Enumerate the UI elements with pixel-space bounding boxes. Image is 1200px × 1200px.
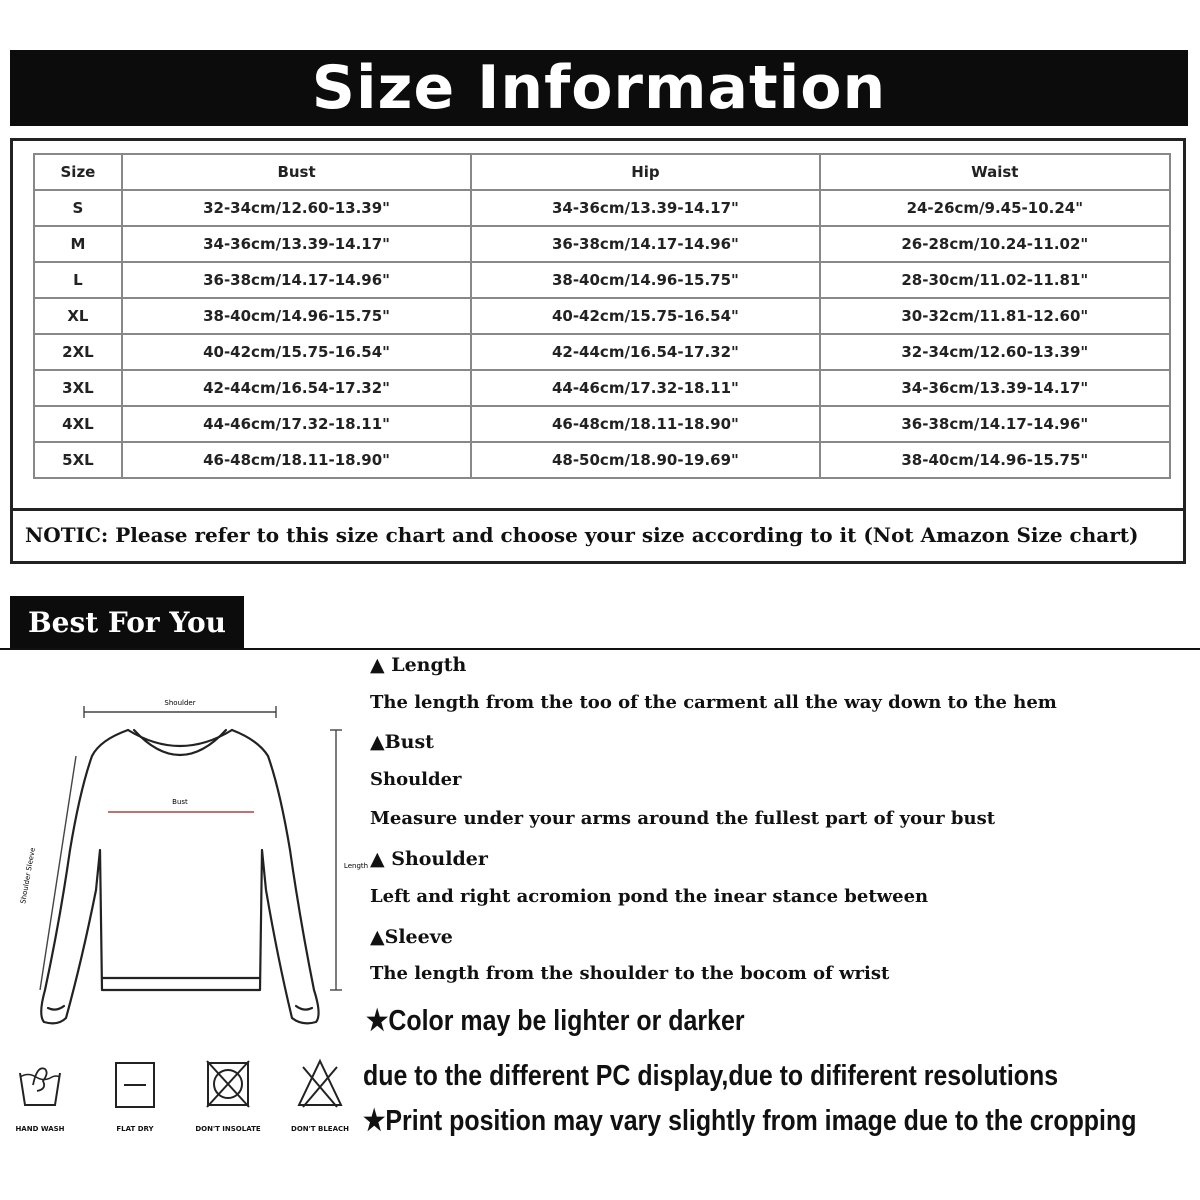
- size-cell: 4XL: [34, 406, 122, 442]
- length-heading: ▲ Length: [370, 654, 467, 676]
- hip-cell: 42-44cm/16.54-17.32": [471, 334, 819, 370]
- waist-cell: 36-38cm/14.17-14.96": [820, 406, 1170, 442]
- bust-cell: 38-40cm/14.96-15.75": [122, 298, 471, 334]
- shoulder-heading: ▲ Shoulder: [370, 848, 488, 870]
- print-position-note: ★Print position may vary slightly from image due to the cropping: [363, 1105, 1137, 1137]
- bust-cell: 34-36cm/13.39-14.17": [122, 226, 471, 262]
- size-information-header: [10, 50, 1188, 126]
- flat-dry-label: FLAT DRY: [116, 1125, 154, 1133]
- column-header-hip: Hip: [471, 154, 819, 190]
- hand-wash-label: HAND WASH: [15, 1125, 65, 1133]
- size-cell: M: [34, 226, 122, 262]
- measurement-lines: [40, 706, 342, 990]
- bust-cell: 42-44cm/16.54-17.32": [122, 370, 471, 406]
- waist-cell: 26-28cm/10.24-11.02": [820, 226, 1170, 262]
- size-chart-frame: [10, 138, 1186, 564]
- bust-subheading: Shoulder: [370, 769, 462, 790]
- best-for-you-tab: Best For You: [10, 596, 244, 648]
- hip-cell: 48-50cm/18.90-19.69": [471, 442, 819, 478]
- dont-bleach-label: DON'T BLEACH: [291, 1125, 349, 1133]
- sweatshirt-outline-icon: [41, 730, 318, 1023]
- color-note: ★Color may be lighter or darker: [366, 1005, 745, 1037]
- column-header-bust: Bust: [122, 154, 471, 190]
- bust-cell: 46-48cm/18.11-18.90": [122, 442, 471, 478]
- care-item-flat-dry: [95, 1055, 175, 1133]
- hip-cell: 36-38cm/14.17-14.96": [471, 226, 819, 262]
- table-header-row: [34, 154, 1170, 190]
- shoulder-description: Left and right acromion pond the inear stance between: [370, 886, 929, 907]
- shoulder-diagram-label: Shoulder: [164, 699, 196, 707]
- table-row: [34, 190, 1170, 226]
- size-cell: S: [34, 190, 122, 226]
- waist-cell: 32-34cm/12.60-13.39": [820, 334, 1170, 370]
- sleeve-heading: ▲Sleeve: [370, 926, 453, 948]
- sleeve-description: The length from the shoulder to the bocom of wrist: [370, 963, 890, 984]
- hip-cell: 44-46cm/17.32-18.11": [471, 370, 819, 406]
- bust-cell: 32-34cm/12.60-13.39": [122, 190, 471, 226]
- table-row: [34, 334, 1170, 370]
- waist-cell: 34-36cm/13.39-14.17": [820, 370, 1170, 406]
- table-row: [34, 370, 1170, 406]
- care-item-dont-insolate: [188, 1055, 268, 1133]
- length-description: The length from the too of the carment all the way down to the hem: [370, 692, 1057, 713]
- table-row: [34, 442, 1170, 478]
- bust-cell: 36-38cm/14.17-14.96": [122, 262, 471, 298]
- waist-cell: 28-30cm/11.02-11.81": [820, 262, 1170, 298]
- size-cell: XL: [34, 298, 122, 334]
- table-row: [34, 406, 1170, 442]
- waist-cell: 38-40cm/14.96-15.75": [820, 442, 1170, 478]
- do-not-bleach-icon: [295, 1055, 345, 1115]
- bust-description: Measure under your arms around the fullest part of your bust: [370, 808, 996, 829]
- size-cell: 3XL: [34, 370, 122, 406]
- bust-cell: 44-46cm/17.32-18.11": [122, 406, 471, 442]
- care-item-dont-bleach: [280, 1055, 360, 1133]
- length-diagram-label: Length: [343, 862, 369, 870]
- waist-cell: 24-26cm/9.45-10.24": [820, 190, 1170, 226]
- care-item-hand-wash: [0, 1055, 80, 1133]
- column-header-waist: Waist: [820, 154, 1170, 190]
- hand-wash-icon: [15, 1055, 65, 1115]
- bust-cell: 40-42cm/15.75-16.54": [122, 334, 471, 370]
- size-notice: NOTIC: Please refer to this size chart and choose your size according to it (Not Amazon Size chart): [25, 523, 1139, 547]
- dont-insolate-label: DON'T INSOLATE: [195, 1125, 261, 1133]
- section-divider: [0, 648, 1200, 650]
- table-row: [34, 226, 1170, 262]
- notice-divider: [13, 508, 1183, 511]
- hip-cell: 40-42cm/15.75-16.54": [471, 298, 819, 334]
- size-cell: L: [34, 262, 122, 298]
- waist-cell: 30-32cm/11.81-12.60": [820, 298, 1170, 334]
- sweatshirt-measurement-diagram: [0, 690, 370, 1040]
- hip-cell: 38-40cm/14.96-15.75": [471, 262, 819, 298]
- size-cell: 2XL: [34, 334, 122, 370]
- hip-cell: 46-48cm/18.11-18.90": [471, 406, 819, 442]
- table-row: [34, 298, 1170, 334]
- sleeve-diagram-label: Shoulder Sleeve: [19, 846, 37, 905]
- hip-cell: 34-36cm/13.39-14.17": [471, 190, 819, 226]
- size-table: [33, 153, 1171, 479]
- page-title: Size Information: [311, 53, 887, 123]
- table-row: [34, 262, 1170, 298]
- bust-diagram-label: Bust: [172, 798, 188, 806]
- size-cell: 5XL: [34, 442, 122, 478]
- flat-dry-icon: [110, 1055, 160, 1115]
- display-note: due to the different PC display,due to dififerent resolutions: [363, 1060, 1059, 1092]
- bust-heading: ▲Bust: [370, 731, 434, 753]
- column-header-size: Size: [34, 154, 122, 190]
- sleeve-measure-line: [40, 756, 76, 990]
- do-not-tumble-dry-icon: [203, 1055, 253, 1115]
